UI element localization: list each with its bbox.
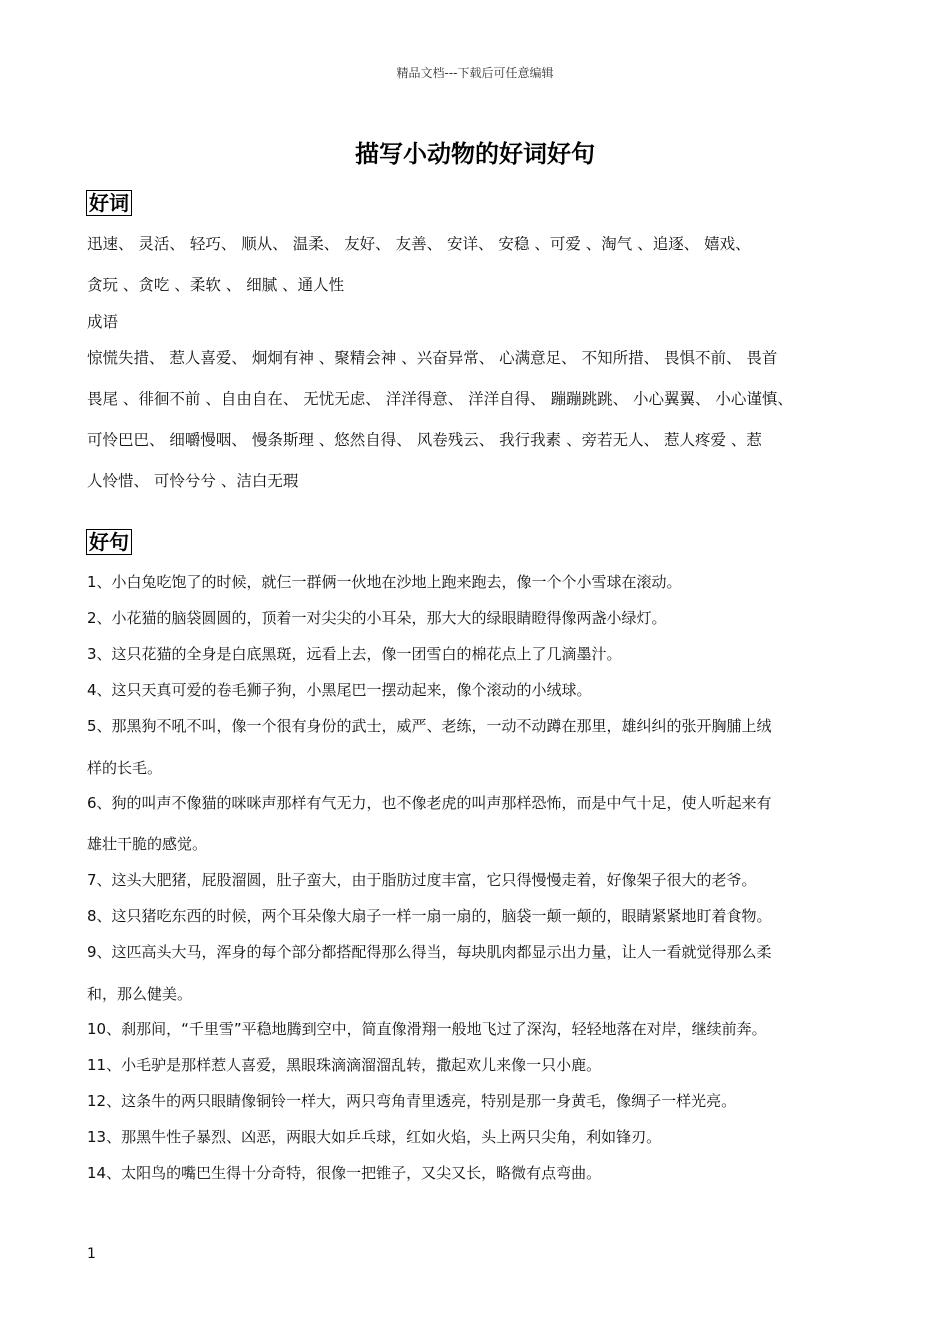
sentence-line: 10、刹那间，“千里雪”平稳地腾到空中，简直像滑翔一般地飞过了深沟，轻轻地落在对岸，继续前奔。 (87, 1020, 767, 1038)
sentence-line: 13、那黑牛性子暴烈、凶恶，两眼大如乒乓球，红如火焰，头上两只尖角，利如锋刃。 (87, 1128, 662, 1146)
sentence-line: 样的长毛。 (87, 759, 163, 777)
sentence-line: 14、太阳鸟的嘴巴生得十分奇特，很像一把锥子，又尖又长，略微有点弯曲。 (87, 1164, 602, 1182)
sentence-line: 6、狗的叫声不像猫的咪咪声那样有气无力，也不像老虎的叫声那样恐怖，而是中气十足，使人听起来有 (87, 794, 772, 812)
page-header: 精品文档---下载后可任意编辑 (396, 66, 554, 80)
sentence-line: 4、这只天真可爱的卷毛狮子狗，小黑尾巴一摆动起来，像个滚动的小绒球。 (87, 681, 592, 699)
sentence-line: 7、这头大肥猪，屁股溜圆，肚子蛮大，由于脂肪过度丰富，它只得慢慢走着，好像架子很大的老爷。 (87, 871, 757, 889)
idioms-heading: 成语 (87, 313, 119, 331)
sentences-heading: 好句 (86, 529, 132, 555)
words-line: 贪玩 、贪吃 、柔软 、 细腻 、通人性 (87, 276, 345, 294)
sentence-line: 1、小白兔吃饱了的时候，就仨一群俩一伙地在沙地上跑来跑去，像一个个小雪球在滚动。 (87, 573, 682, 591)
document-title: 描写小动物的好词好句 (355, 140, 595, 168)
sentence-line: 8、这只猪吃东西的时候，两个耳朵像大扇子一样一扇一扇的，脑袋一颠一颠的，眼睛紧紧地盯着食物。 (87, 907, 772, 925)
sentence-line: 雄壮干脆的感觉。 (87, 835, 208, 853)
sentence-line: 和，那么健美。 (87, 985, 193, 1003)
sentence-line: 3、这只花猫的全身是白底黑斑，远看上去，像一团雪白的棉花点上了几滴墨汁。 (87, 645, 622, 663)
page-number: 1 (87, 1246, 96, 1262)
sentence-line: 2、小花猫的脑袋圆圆的，顶着一对尖尖的小耳朵，那大大的绿眼睛瞪得像两盏小绿灯。 (87, 609, 667, 627)
idioms-line: 人怜惜、 可怜兮兮 、洁白无瑕 (87, 472, 299, 490)
sentence-line: 12、这条牛的两只眼睛像铜铃一样大，两只弯角青里透亮，特别是那一身黄毛，像绸子一样光亮。 (87, 1092, 737, 1110)
idioms-line: 惊慌失措、 惹人喜爱、 炯炯有神 、聚精会神 、兴奋异常、 心满意足、 不知所措、 畏惧不前、 畏首 (87, 349, 778, 367)
words-heading: 好词 (86, 190, 132, 216)
words-line: 迅速、 灵活、 轻巧、 顺从、 温柔、 友好、 友善、 安详、 安稳 、可爱 、淘气 、追逐、 嬉戏、 (87, 235, 751, 253)
sentence-line: 11、小毛驴是那样惹人喜爱，黑眼珠滴滴溜溜乱转，撒起欢儿来像一只小鹿。 (87, 1056, 602, 1074)
idioms-line: 可怜巴巴、 细嚼慢咽、 慢条斯理 、悠然自得、 风卷残云、 我行我素 、旁若无人、 惹人疼爱 、惹 (87, 431, 762, 449)
sentence-line: 5、那黑狗不吼不叫，像一个很有身份的武士，威严、老练，一动不动蹲在那里，雄纠纠的张开胸脯上绒 (87, 717, 772, 735)
idioms-line: 畏尾 、徘徊不前 、自由自在、 无忧无虑、 洋洋得意、 洋洋自得、 蹦蹦跳跳、 小心翼翼、 小心谨慎、 (87, 390, 793, 408)
sentence-line: 9、这匹高头大马，浑身的每个部分都搭配得那么得当，每块肌肉都显示出力量，让人一看就觉得那么柔 (87, 943, 772, 961)
